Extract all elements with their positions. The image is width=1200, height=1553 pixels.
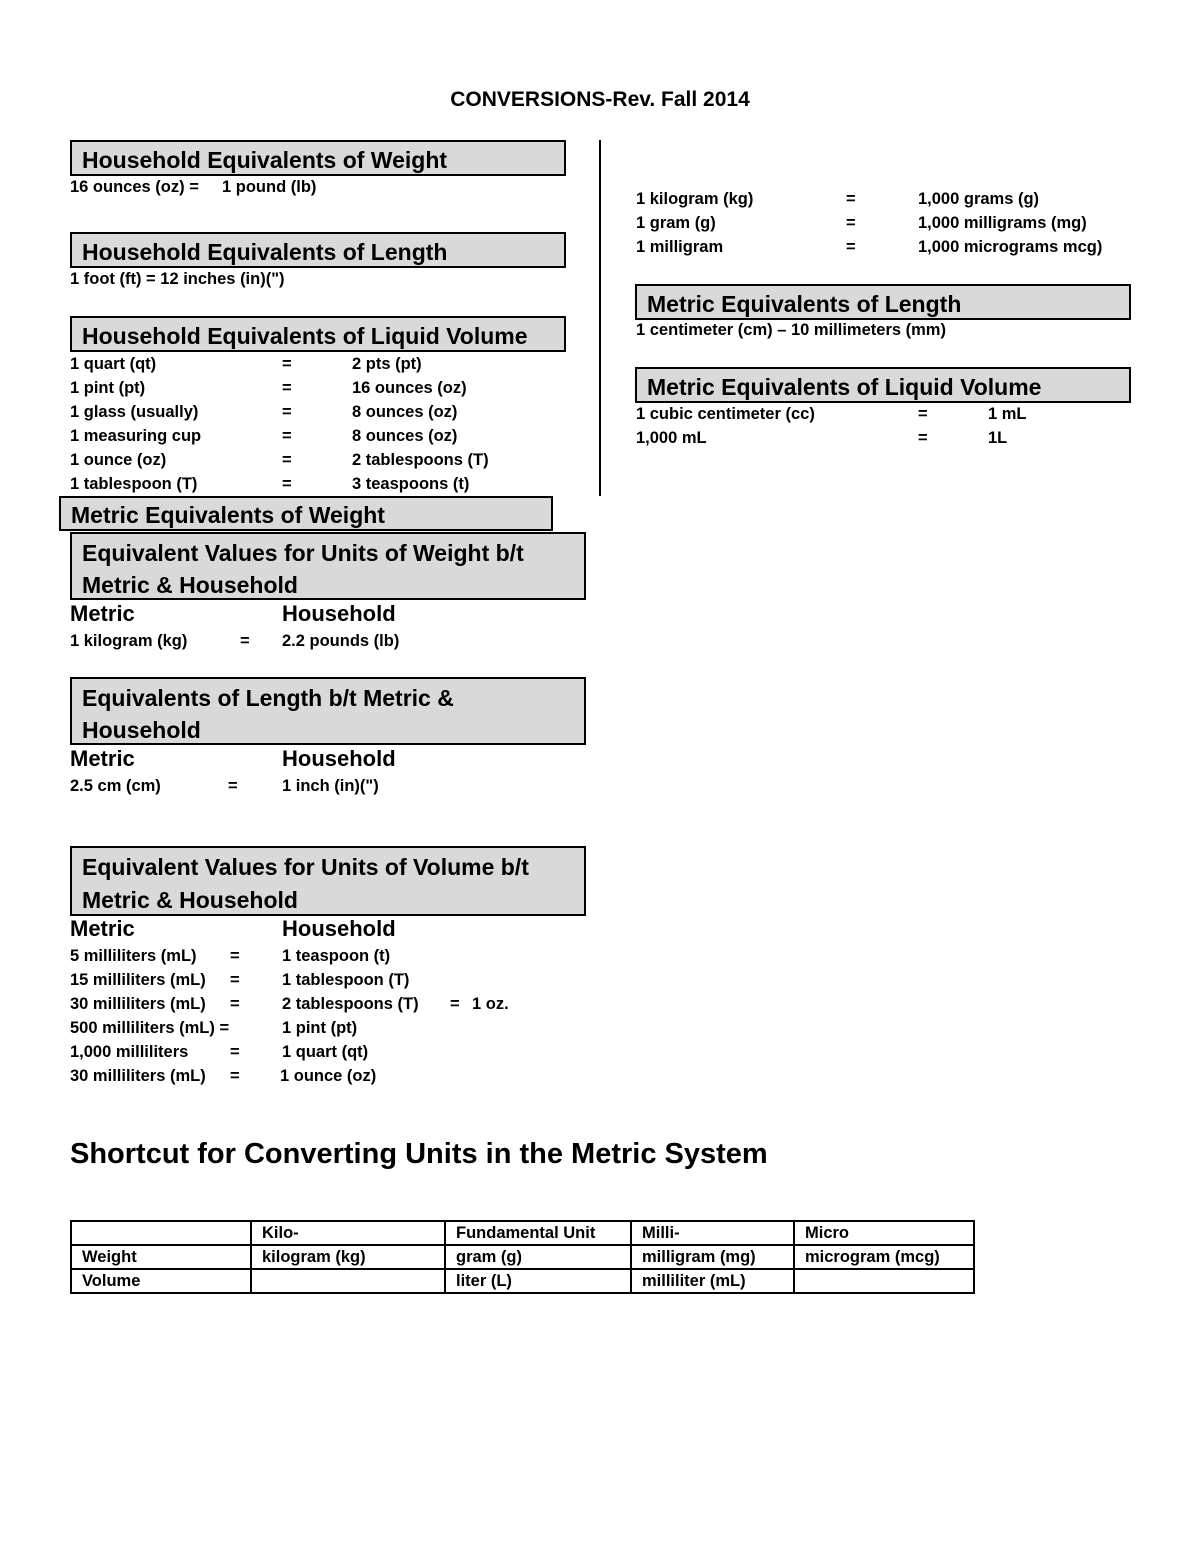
- unit-right: 1,000 micrograms mcg): [918, 238, 1103, 256]
- volume-mh-col-metric: Metric: [70, 916, 135, 941]
- metric-length-header: Metric Equivalents of Length: [635, 284, 1131, 320]
- unit-right: 1L: [988, 429, 1008, 447]
- table-cell: liter (L): [445, 1269, 631, 1293]
- equals-sign: =: [918, 429, 928, 447]
- unit-right: 1 tablespoon (T): [282, 971, 410, 989]
- table-cell: gram (g): [445, 1245, 631, 1269]
- length-mh-header-line2: Household: [82, 717, 201, 743]
- table-cell: kilogram (kg): [251, 1245, 445, 1269]
- unit-left: 1 measuring cup: [70, 427, 202, 445]
- volume-mh-col-household: Household: [282, 916, 396, 941]
- unit-left: 1 glass (usually): [70, 403, 199, 421]
- equals-sign: =: [846, 190, 856, 208]
- unit-right: 1 ounce (oz): [280, 1067, 377, 1085]
- unit-left: 1 cubic centimeter (cc): [636, 405, 815, 423]
- unit-right: 1 mL: [988, 405, 1027, 423]
- table-cell: milligram (mg): [631, 1245, 794, 1269]
- table-header-row: [71, 1221, 974, 1245]
- weight-mh-header: [70, 532, 586, 600]
- unit-left: 1,000 milliliters: [70, 1043, 189, 1061]
- household-liquid-header: Household Equivalents of Liquid Volume: [70, 316, 566, 352]
- unit-right: 8 ounces (oz): [352, 427, 458, 445]
- equals-sign: =: [230, 1067, 240, 1085]
- unit-left: 15 milliliters (mL): [70, 971, 206, 989]
- equals-sign: =: [450, 995, 460, 1013]
- unit-right: 8 ounces (oz): [352, 403, 458, 421]
- shortcut-table: [70, 1220, 975, 1294]
- unit-left: 1 gram (g): [636, 214, 716, 232]
- equals-sign: =: [230, 1043, 240, 1061]
- equals-sign: =: [228, 777, 238, 795]
- length-mh-col-metric: Metric: [70, 746, 135, 771]
- equals-sign: =: [282, 427, 292, 445]
- length-mh-header-line1: Equivalents of Length b/t Metric &: [82, 685, 454, 711]
- weight-mh-header-line2: Metric & Household: [82, 572, 298, 598]
- household-length-row: 1 foot (ft) = 12 inches (in)("): [70, 270, 285, 288]
- unit-left: 1 kilogram (kg): [70, 632, 188, 650]
- equals-sign: =: [282, 475, 292, 493]
- unit-right: 16 ounces (oz): [352, 379, 467, 397]
- unit-left: 30 milliliters (mL): [70, 1067, 206, 1085]
- unit-left: 500 milliliters (mL) =: [70, 1019, 230, 1037]
- unit-right: 2 pts (pt): [352, 355, 422, 373]
- length-mh-header: [70, 677, 586, 745]
- table-cell: [251, 1269, 445, 1293]
- equals-sign: =: [918, 405, 928, 423]
- unit-right: 1 teaspoon (t): [282, 947, 391, 965]
- metric-liquid-header: Metric Equivalents of Liquid Volume: [635, 367, 1131, 403]
- length-mh-col-household: Household: [282, 746, 396, 771]
- unit-right: 1 inch (in)("): [282, 777, 379, 795]
- weight-mh-col-metric: Metric: [70, 601, 135, 626]
- table-header-cell: [71, 1221, 251, 1245]
- unit-right: 3 teaspoons (t): [352, 475, 470, 493]
- equals-sign: =: [282, 355, 292, 373]
- unit-right: 1 quart (qt): [282, 1043, 369, 1061]
- table-cell: milliliter (mL): [631, 1269, 794, 1293]
- unit-left: 1 ounce (oz): [70, 451, 167, 469]
- equals-sign: =: [230, 995, 240, 1013]
- equals-sign: =: [846, 214, 856, 232]
- table-cell: [794, 1269, 974, 1293]
- unit-right: 2.2 pounds (lb): [282, 632, 400, 650]
- household-length-header: Household Equivalents of Length: [70, 232, 566, 268]
- page-title: CONVERSIONS-Rev. Fall 2014: [450, 88, 750, 111]
- metric-weight-header: Metric Equivalents of Weight: [59, 496, 553, 531]
- weight-mh-col-household: Household: [282, 601, 396, 626]
- unit-left: 5 milliliters (mL): [70, 947, 197, 965]
- unit-left: 30 milliliters (mL): [70, 995, 206, 1013]
- unit-left: 1 quart (qt): [70, 355, 157, 373]
- unit-left: 1,000 mL: [636, 429, 707, 447]
- unit-left: 1 milligram: [636, 238, 724, 256]
- unit-right: 1,000 milligrams (mg): [918, 214, 1087, 232]
- shortcut-title: Shortcut for Converting Units in the Metric System: [70, 1138, 768, 1170]
- table-header-cell: Milli-: [631, 1221, 794, 1245]
- household-weight-right: 1 pound (lb): [222, 178, 317, 196]
- table-cell: Volume: [71, 1269, 251, 1293]
- weight-mh-header-line1: Equivalent Values for Units of Weight b/t: [82, 540, 524, 566]
- table-cell: Weight: [71, 1245, 251, 1269]
- table-row: [71, 1269, 974, 1293]
- volume-mh-header: [70, 846, 586, 916]
- equals-sign: =: [240, 632, 250, 650]
- unit-left: 2.5 cm (cm): [70, 777, 161, 795]
- household-weight-left: 16 ounces (oz) =: [70, 178, 199, 196]
- unit-left: 1 kilogram (kg): [636, 190, 754, 208]
- volume-mh-header-line1: Equivalent Values for Units of Volume b/t: [82, 854, 529, 880]
- table-header-cell: Fundamental Unit: [445, 1221, 631, 1245]
- equals-sign: =: [230, 971, 240, 989]
- equals-sign: =: [282, 379, 292, 397]
- table-row: [71, 1245, 974, 1269]
- unit-extra: 1 oz.: [472, 995, 509, 1013]
- unit-left: 1 tablespoon (T): [70, 475, 198, 493]
- equals-sign: =: [846, 238, 856, 256]
- volume-mh-header-line2: Metric & Household: [82, 887, 298, 913]
- column-divider: [599, 140, 601, 496]
- equals-sign: =: [282, 451, 292, 469]
- table-header-cell: Micro: [794, 1221, 974, 1245]
- unit-right: 1 pint (pt): [282, 1019, 358, 1037]
- unit-left: 1 pint (pt): [70, 379, 146, 397]
- metric-length-row: 1 centimeter (cm) – 10 millimeters (mm): [636, 321, 946, 339]
- unit-right: 2 tablespoons (T): [352, 451, 489, 469]
- unit-right: 1,000 grams (g): [918, 190, 1040, 208]
- equals-sign: =: [282, 403, 292, 421]
- unit-right: 2 tablespoons (T): [282, 995, 419, 1013]
- equals-sign: =: [230, 947, 240, 965]
- table-header-cell: Kilo-: [251, 1221, 445, 1245]
- household-weight-header: Household Equivalents of Weight: [70, 140, 566, 176]
- table-cell: microgram (mcg): [794, 1245, 974, 1269]
